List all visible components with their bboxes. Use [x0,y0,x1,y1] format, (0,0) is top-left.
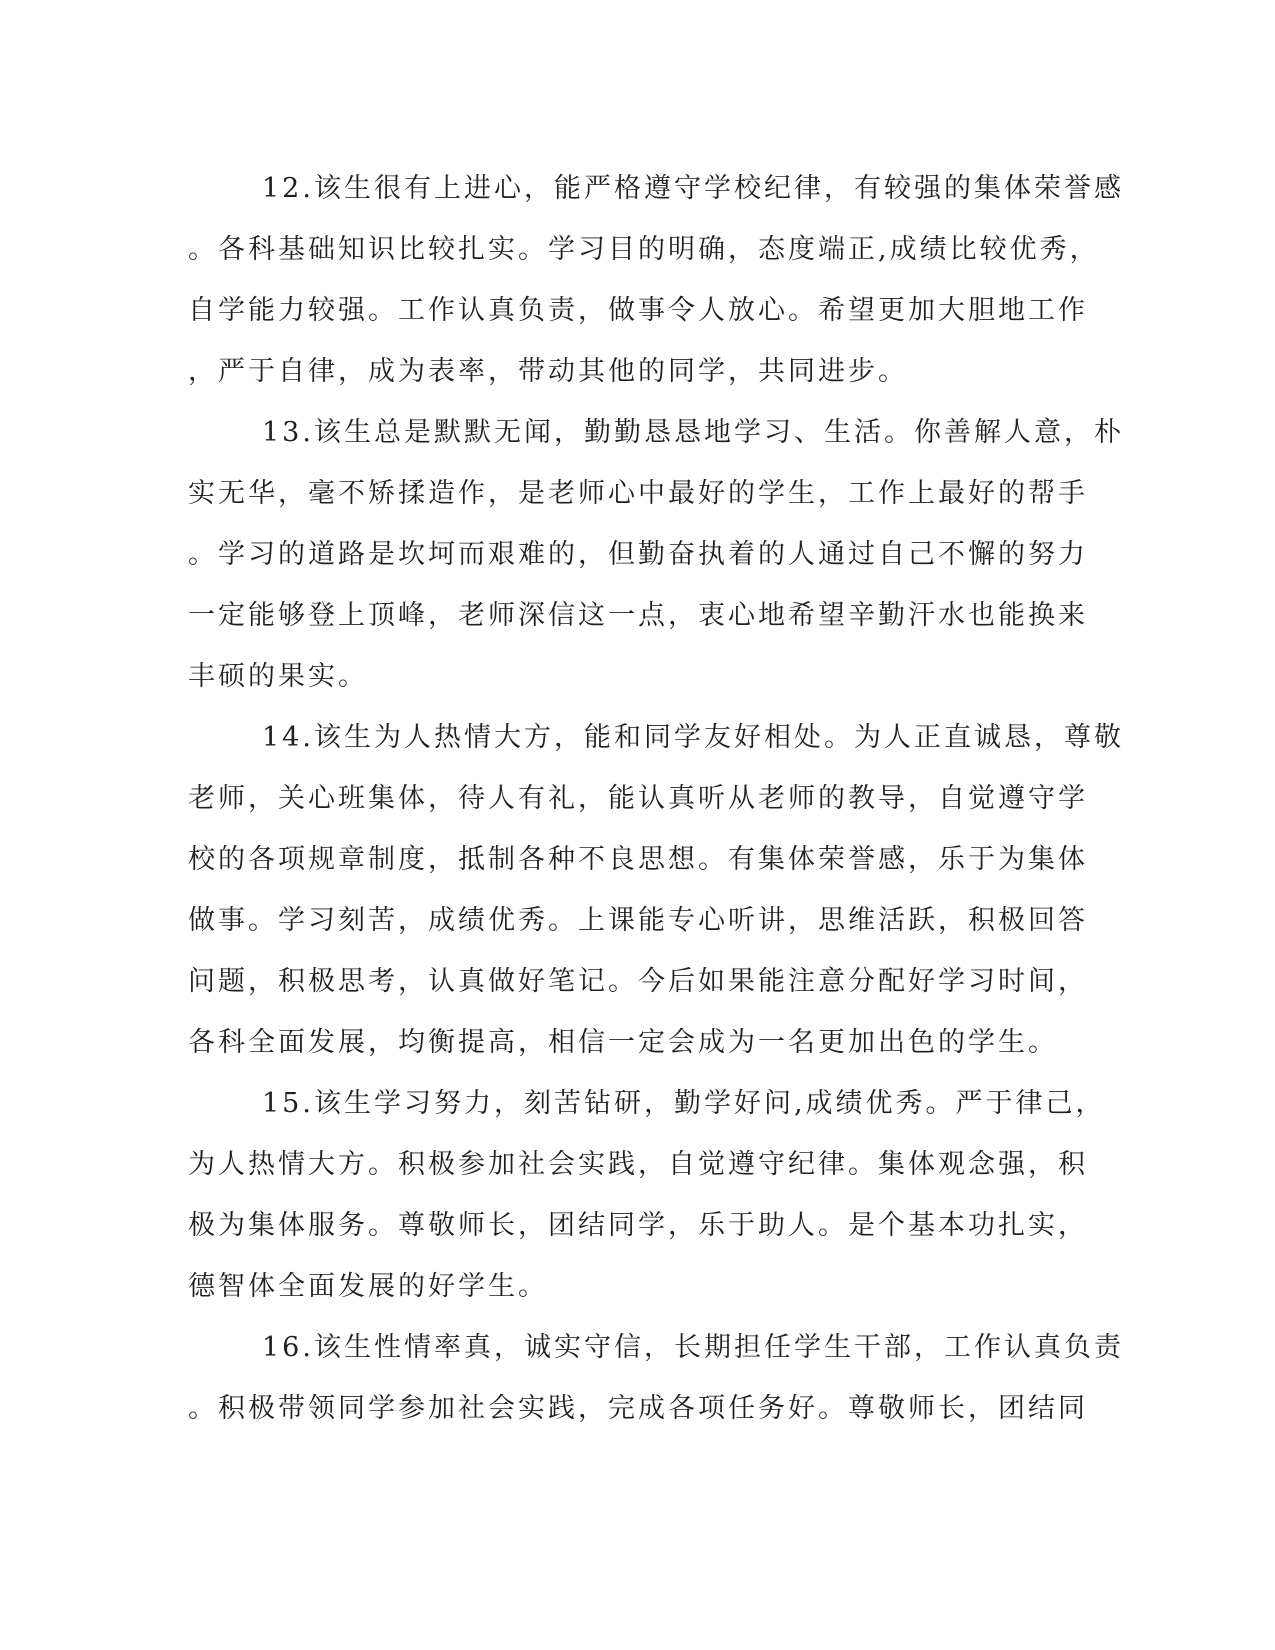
paragraph-line: 做事。学习刻苦，成绩优秀。上课能专心听讲，思维活跃，积极回答 [188,905,1088,936]
paragraph-line: 各科全面发展，均衡提高，相信一定会成为一名更加出色的学生。 [188,1027,1058,1058]
paragraph-line: 极为集体服务。尊敬师长，团结同学，乐于助人。是个基本功扎实， [188,1210,1088,1241]
paragraph-line: 自学能力较强。工作认真负责，做事令人放心。希望更加大胆地工作 [188,295,1088,326]
paragraph-line: 问题，积极思考，认真做好笔记。今后如果能注意分配好学习时间， [188,966,1088,997]
paragraph-12 [188,158,1124,402]
paragraph-line: 15.该生学习努力，刻苦钻研，勤学好问,成绩优秀。严于律己， [262,1088,1106,1119]
paragraph-line: 。各科基础知识比较扎实。学习目的明确，态度端正,成绩比较优秀， [188,234,1100,265]
paragraph-line: 校的各项规章制度，抵制各种不良思想。有集体荣誉感，乐于为集体 [188,844,1088,875]
paragraph-line: 丰硕的果实。 [188,661,368,692]
paragraph-line: 。积极带领同学参加社会实践，完成各项任务好。尊敬师长，团结同 [188,1393,1088,1424]
paragraph-line: 14.该生为人热情大方，能和同学友好相处。为人正直诚恳，尊敬 [262,722,1124,753]
paragraph-line: ，严于自律，成为表率，带动其他的同学，共同进步。 [188,356,908,387]
paragraph-line: 为人热情大方。积极参加社会实践，自觉遵守纪律。集体观念强，积 [188,1149,1088,1180]
paragraph-14 [188,707,1124,1073]
paragraph-16 [188,1317,1124,1439]
paragraph-line: 13.该生总是默默无闻，勤勤恳恳地学习、生活。你善解人意，朴 [262,417,1124,448]
paragraph-line: 德智体全面发展的好学生。 [188,1271,548,1302]
paragraph-15 [188,1073,1106,1317]
paragraph-13 [188,402,1124,707]
paragraph-line: 16.该生性情率真，诚实守信，长期担任学生干部，工作认真负责 [262,1332,1124,1363]
paragraph-line: 一定能够登上顶峰，老师深信这一点，衷心地希望辛勤汗水也能换来 [188,600,1088,631]
document-body [188,158,1124,1439]
paragraph-line: 。学习的道路是坎坷而艰难的，但勤奋执着的人通过自己不懈的努力 [188,539,1088,570]
paragraph-line: 12.该生很有上进心，能严格遵守学校纪律，有较强的集体荣誉感 [262,173,1124,204]
paragraph-line: 老师，关心班集体，待人有礼，能认真听从老师的教导，自觉遵守学 [188,783,1088,814]
paragraph-line: 实无华，毫不矫揉造作，是老师心中最好的学生，工作上最好的帮手 [188,478,1088,509]
